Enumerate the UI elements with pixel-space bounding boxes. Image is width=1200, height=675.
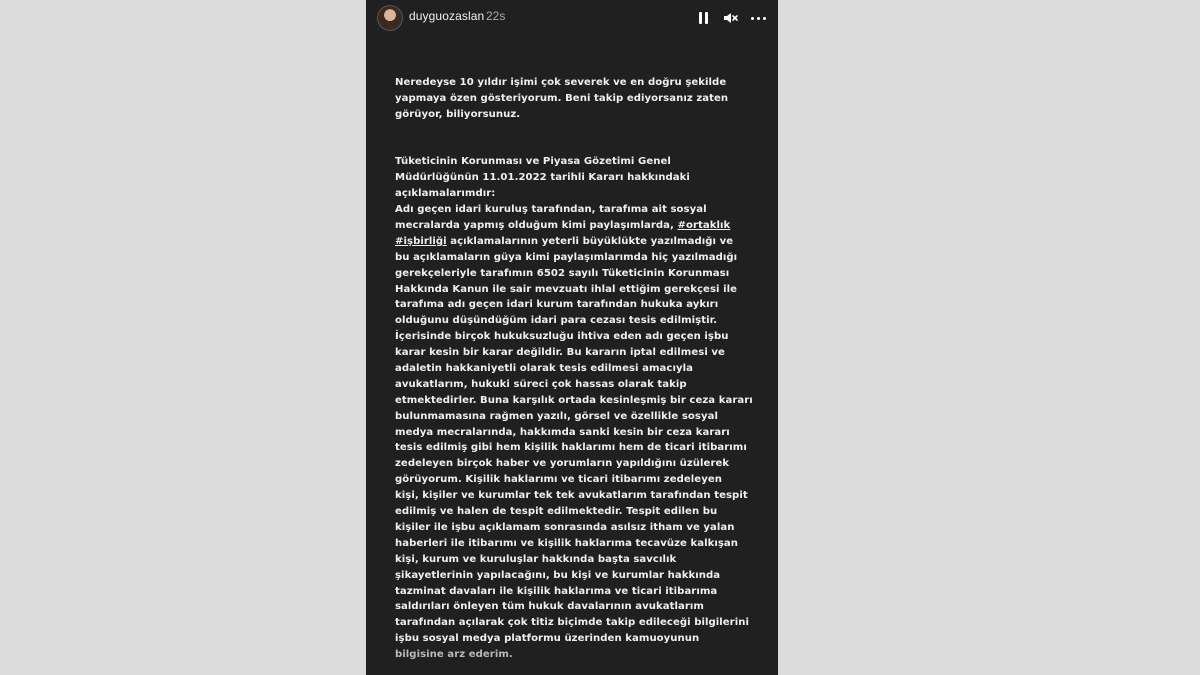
more-horizontal-icon	[749, 17, 767, 20]
text-line: karar kesin bir karar değildir. Bu kararın iptal edilmesi ve	[395, 347, 725, 359]
text-line: tarafından açılarak çok titiz biçimde takip edileceği bilgilerini	[395, 617, 749, 629]
text-span: açıklamalarının yeterli büyüklükte yazılmadığı ve	[446, 235, 734, 247]
text-line-last: bilgisine arz ederim.	[395, 649, 513, 661]
text-line: açıklamalarımdır:	[395, 188, 496, 200]
story-viewer[interactable]	[366, 0, 778, 675]
text-line: Tüketicinin Korunması ve Piyasa Gözetimi Genel	[395, 156, 671, 168]
hashtag-link-ortaklik[interactable]: #ortaklık	[677, 220, 731, 232]
text-line: zedeleyen birçok haber ve yorumların yapıldığını üzülerek	[395, 458, 730, 470]
text-line: kişi, kurum ve kuruluşlar hakkında başta savcılık	[395, 553, 677, 565]
text-line: yapmaya özen gösteriyorum. Beni takip ediyorsanız zaten	[395, 92, 729, 104]
text-line: etmektedirler. Buna karşılık ortada kesinleşmiş bir ceza kararı	[395, 394, 753, 406]
mute-icon	[722, 10, 738, 26]
text-line: Hakkında Kanun ile sair mevzuatı ihlal ettiğim gerekçesi ile	[395, 283, 737, 295]
text-line: avukatlarım, hukuki süreci çok hassas olarak takip	[395, 378, 687, 390]
text-line: görüyor, biliyorsunuz.	[395, 108, 521, 120]
text-line: saldırıları önleyen tüm hukuk davalarının avukatlarım	[395, 601, 705, 613]
text-line: tarafıma adı geçen idari kurum tarafından hukuka aykırı	[395, 299, 719, 311]
text-line: şikayetlerinin yapılacağını, bu kişi ve kurumlar hakkında	[395, 569, 721, 581]
text-line: tazminat davaları ile kişilik haklarıma ve ticari itibarıma	[395, 585, 718, 597]
paragraph-gap	[395, 139, 778, 155]
text-line: olduğunu düşündüğüm idari para cezası tesis edilmiştir.	[395, 315, 718, 327]
pause-icon	[697, 12, 709, 24]
story-time: 22s	[486, 9, 506, 23]
story-text	[395, 75, 778, 663]
text-line: medya mecralarında, hakkımda sanki kesin bir ceza kararı	[395, 426, 730, 438]
text-line: kişi, kişiler ve kurumlar tek tek avukatlarım tarafından tespit	[395, 490, 748, 502]
text-line: tesis edilmiş gibi hem kişilik haklarımı hem de ticari itibarımı	[395, 442, 747, 454]
text-line: işbu sosyal medya platformu üzerinden kamuoyunun	[395, 633, 700, 645]
text-line: Müdürlüğünün 11.01.2022 tarihli Kararı hakkındaki	[395, 172, 690, 184]
story-header	[366, 0, 778, 36]
text-line: Neredeyse 10 yıldır işimi çok severek ve en doğru şekilde	[395, 77, 727, 88]
text-line: gerekçeleriyle tarafımın 6502 sayılı Tüketicinin Korunması	[395, 267, 730, 279]
text-line: görüyorum. Kişilik haklarımı ve ticari itibarımı zedeleyen	[395, 474, 722, 486]
more-options-button[interactable]	[748, 8, 768, 28]
avatar[interactable]	[377, 5, 403, 31]
text-line: bulunmamasına rağmen yazılı, görsel ve özellikle sosyal	[395, 410, 718, 422]
text-line-with-hashtag	[395, 234, 778, 250]
text-span: mecralarda yapmış olduğum kimi paylaşımlarda,	[395, 220, 678, 232]
text-line: adaletin hakkaniyetli olarak tesis edilmesi amacıyla	[395, 363, 693, 375]
text-line: edilmiş ve halen de tespit edilmektedir. Tespit edilen bu	[395, 506, 718, 518]
text-line: haberleri ile itibarımı ve kişilik haklarıma tecavüze kalkışan	[395, 537, 739, 549]
mute-button[interactable]	[720, 8, 740, 28]
text-line: İçerisinde birçok hukuksuzluğu ihtiva eden adı geçen işbu	[395, 331, 729, 343]
username-link[interactable]: duyguozaslan	[409, 9, 485, 23]
paragraph-gap	[395, 123, 778, 139]
hashtag-link-isbirligi[interactable]: #işbirliği	[395, 235, 447, 247]
text-line: kişiler ile işbu açıklamam sonrasında asılsız itham ve yalan	[395, 521, 735, 533]
text-line-with-hashtag	[395, 218, 778, 234]
pause-button[interactable]	[693, 8, 713, 28]
text-line: Adı geçen idari kuruluş tarafından, tarafıma ait sosyal	[395, 204, 707, 216]
text-line: bu açıklamaların güya kimi paylaşımlarımda hiç yazılmadığı	[395, 251, 738, 263]
